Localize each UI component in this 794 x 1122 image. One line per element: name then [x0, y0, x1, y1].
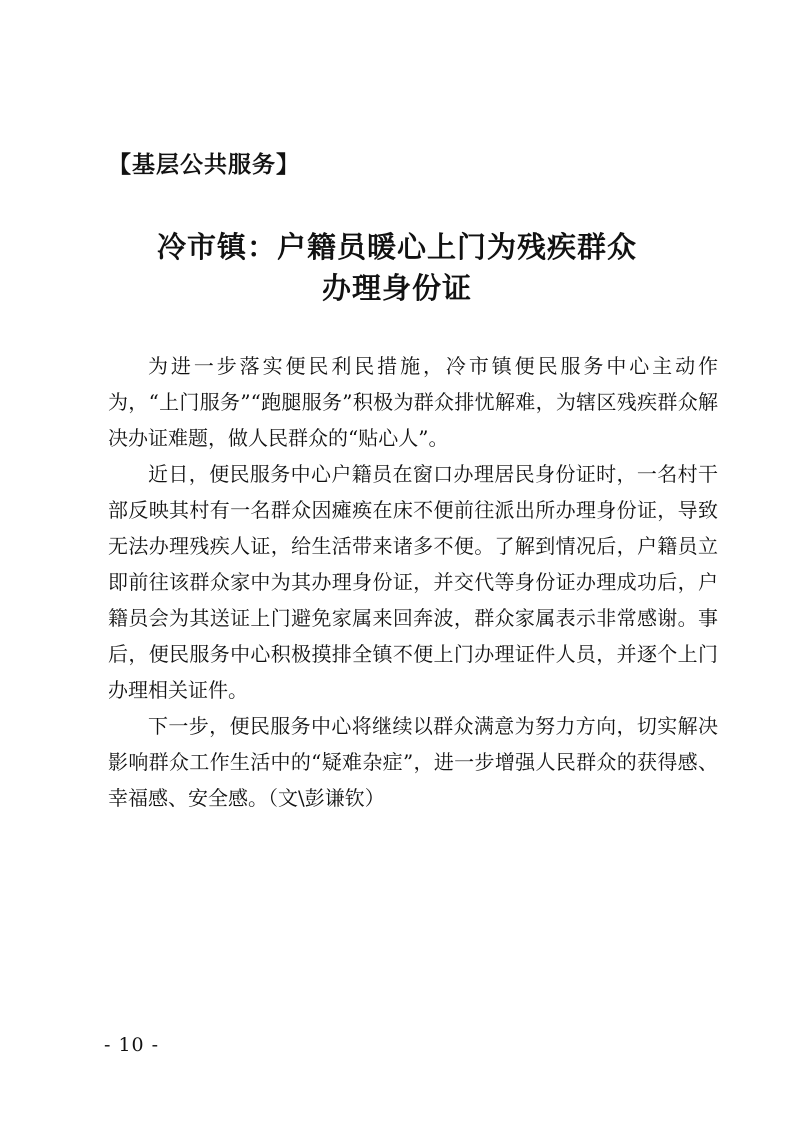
- paragraph-1: 为进一步落实便民利民措施，冷市镇便民服务中心主动作为，“上门服务”“跑腿服务”积极为群众排忧解难，为辖区残疾群众解决办证难题，做人民群众的“贴心人”。: [108, 354, 718, 450]
- page-number: - 10 -: [104, 1034, 160, 1056]
- article-title-line-1: 冷市镇：户籍员暖心上门为残疾群众: [156, 230, 637, 264]
- article-title-line-2: 办理身份证: [321, 271, 472, 305]
- paragraph-3: 下一步，便民服务中心将继续以群众满意为努力方向，切实解决影响群众工作生活中的“疑难杂症”，进一步增强人民群众的获得感、幸福感、安全感。（文\彭谦钦）: [108, 714, 718, 810]
- paragraph-2: 近日，便民服务中心户籍员在窗口办理居民身份证时，一名村干部反映其村有一名群众因瘫痪在床不便前往派出所办理身份证，导致无法办理残疾人证，给生活带来诸多不便。了解到情况后，户籍员立即前往该群众家中为其办理身份证，并交代等身份证办理成功后，户籍员会为其送证上门避免家属来回奔波，群众家属表示非常感谢。事后，便民服务中心积极摸排全镇不便上门办理证件人员，并逐个上门办理相关证件。: [108, 462, 718, 702]
- section-tag: 【基层公共服务】: [108, 152, 300, 178]
- article-body: [108, 348, 718, 816]
